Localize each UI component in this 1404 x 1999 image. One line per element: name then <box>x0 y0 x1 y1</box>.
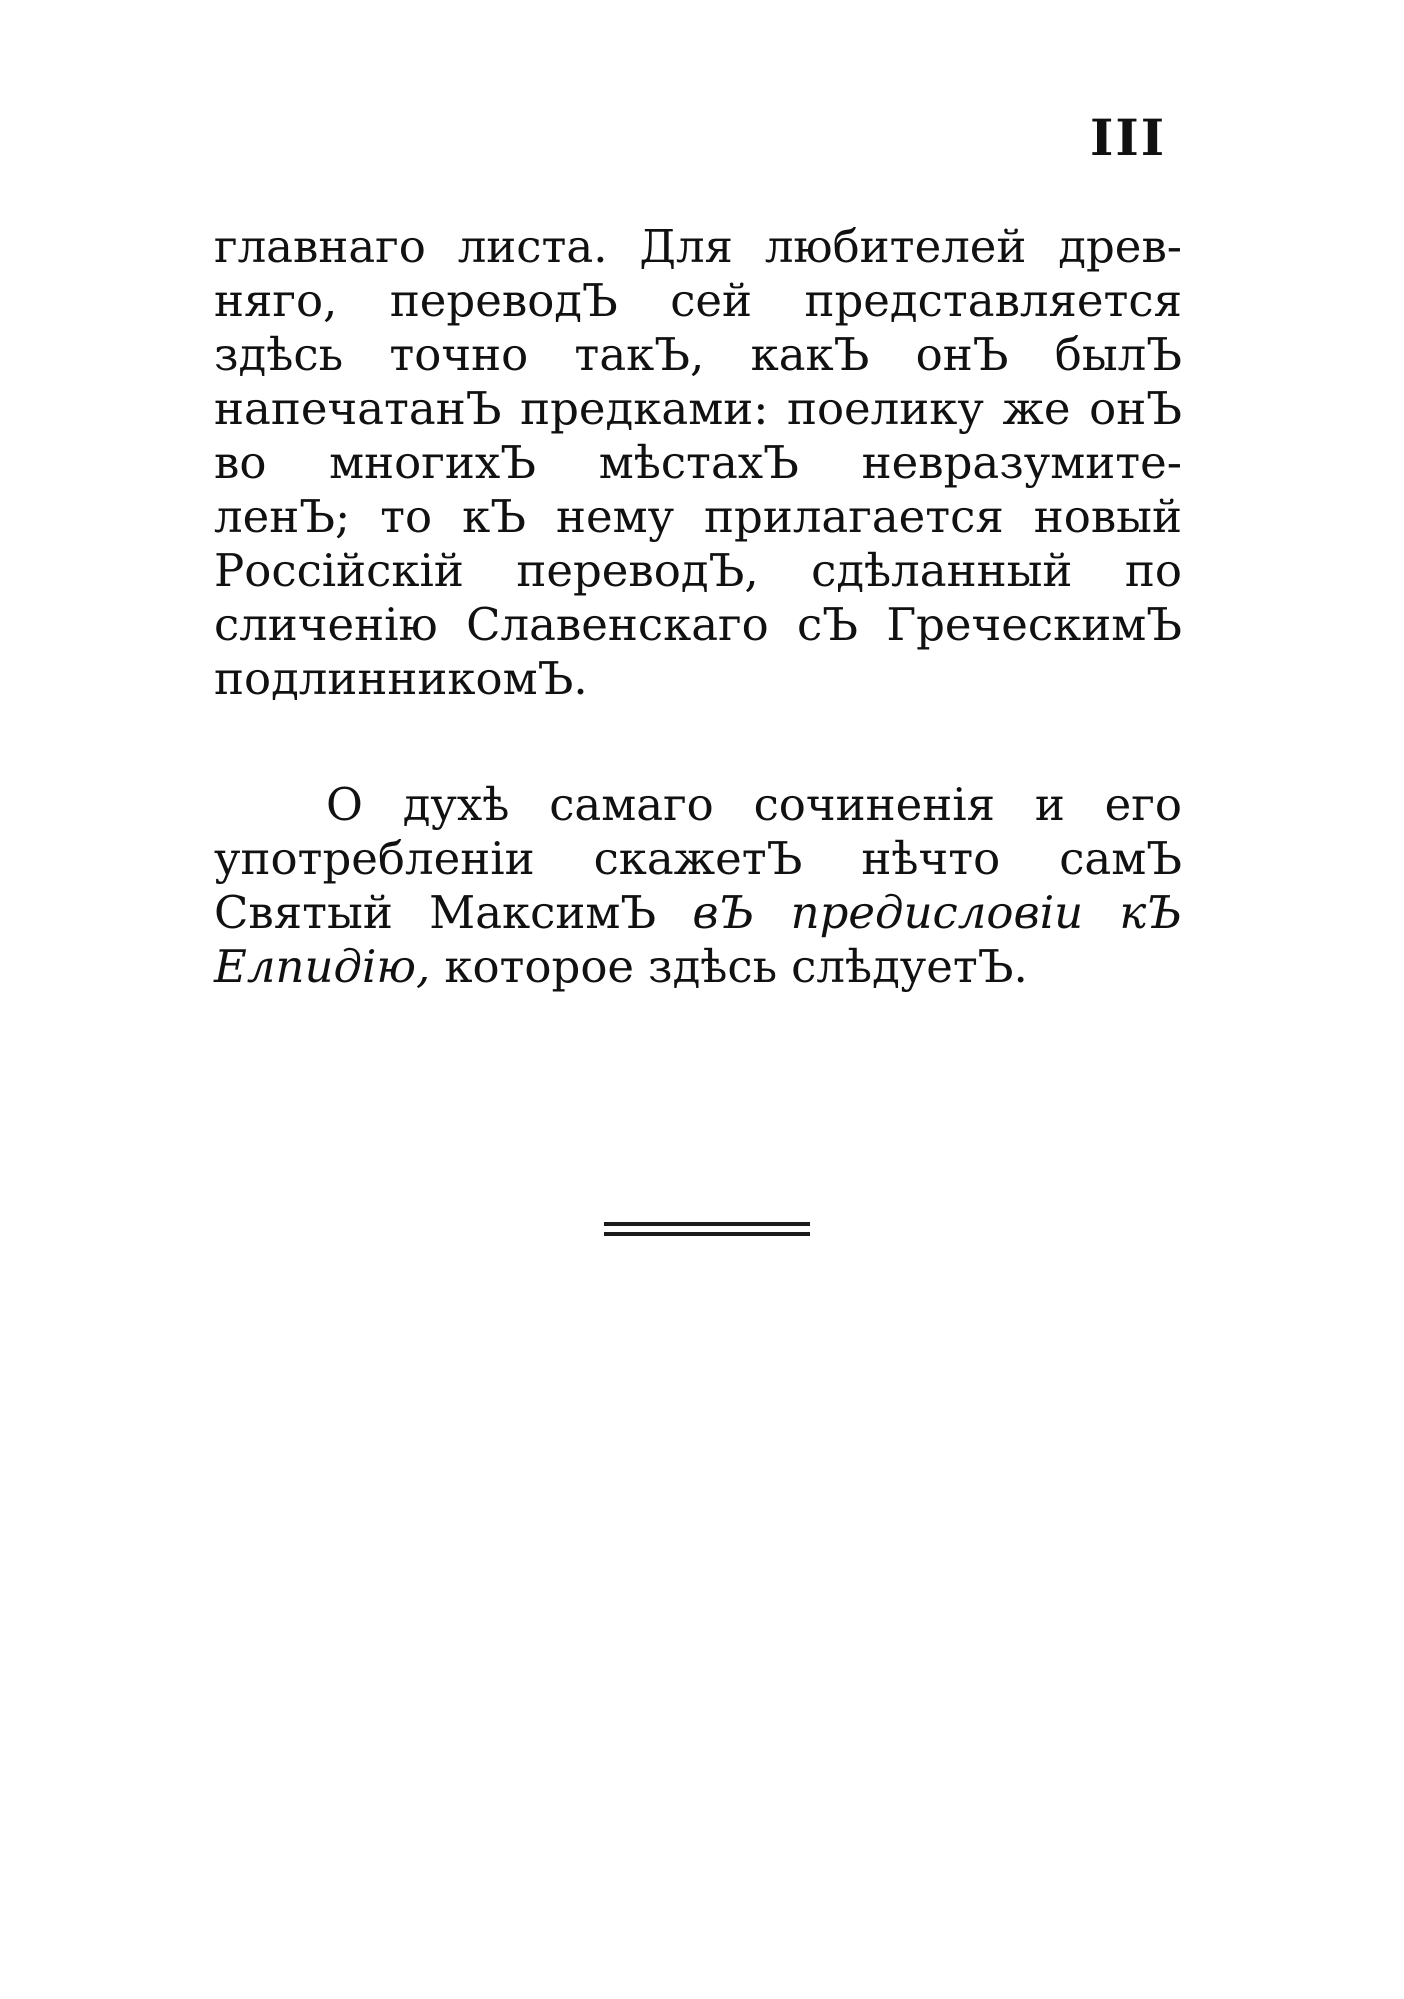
word: сочиненія <box>753 778 996 831</box>
word: любителей <box>764 220 1027 273</box>
text-line <box>214 598 1182 652</box>
word: переводЪ, <box>516 544 759 597</box>
italic-word: кЪ <box>1119 886 1182 939</box>
word: Россійскій <box>214 544 464 597</box>
word: представляется <box>804 274 1182 327</box>
word: древ- <box>1058 220 1182 273</box>
word: новый <box>1033 490 1182 543</box>
italic-word: вЪ <box>692 886 755 939</box>
word: духѣ <box>402 778 510 831</box>
double-rule-top <box>604 1222 810 1226</box>
text-line <box>214 436 1182 490</box>
word: Славенскаго <box>466 598 769 651</box>
word: Святый <box>214 886 393 939</box>
word: которое <box>444 940 635 993</box>
word: онЪ <box>1089 382 1182 435</box>
word: сдѣланный <box>811 544 1073 597</box>
text-line <box>214 778 1182 832</box>
word: ГреческимЪ <box>886 598 1182 651</box>
word: прилагается <box>704 490 1004 543</box>
word: точно <box>389 328 529 381</box>
word: Для <box>639 220 733 273</box>
word: невразумите- <box>861 436 1182 489</box>
word: во <box>214 436 267 489</box>
word: переводЪ <box>389 274 618 327</box>
text-line <box>214 886 1182 940</box>
word: онЪ <box>915 328 1009 381</box>
word: самаго <box>549 778 714 831</box>
word: ленЪ; <box>214 490 351 543</box>
word: напечатанЪ <box>214 382 502 435</box>
word: же <box>1002 382 1071 435</box>
word: многихЪ <box>329 436 536 489</box>
word: самЪ <box>1059 832 1182 885</box>
word: здѣсь <box>214 328 344 381</box>
word: кЪ <box>462 490 526 543</box>
text-line <box>214 382 1182 436</box>
word: здѣсь <box>648 940 778 993</box>
text-line <box>214 220 1182 274</box>
word: сей <box>670 274 753 327</box>
word: няго, <box>214 274 338 327</box>
paragraph-2 <box>214 778 1182 994</box>
word: подлинникомЪ. <box>214 652 588 705</box>
text-line <box>214 274 1182 328</box>
word: употребленіи <box>214 832 535 885</box>
word: по <box>1124 544 1182 597</box>
word: нѣчто <box>861 832 1001 885</box>
text-line <box>214 544 1182 598</box>
paragraph-1 <box>214 220 1182 706</box>
page-number: III <box>1090 108 1167 167</box>
word: МаксимЪ <box>429 886 657 939</box>
word: О <box>326 778 363 831</box>
word: былЪ <box>1054 328 1182 381</box>
word: и <box>1034 778 1065 831</box>
italic-word: предисловіи <box>790 886 1084 939</box>
word: главнаго <box>214 220 426 273</box>
word: нему <box>555 490 675 543</box>
text-line <box>214 490 1182 544</box>
text-line <box>214 940 1182 994</box>
word: такЪ, <box>574 328 705 381</box>
text-line <box>214 652 1182 706</box>
word: какЪ <box>750 328 870 381</box>
text-line <box>214 832 1182 886</box>
word: поелику <box>786 382 984 435</box>
word: предками: <box>520 382 769 435</box>
double-rule-bottom <box>604 1232 810 1236</box>
word: листа. <box>457 220 608 273</box>
word: сЪ <box>797 598 858 651</box>
word: его <box>1104 778 1182 831</box>
word: сличенію <box>214 598 438 651</box>
word: мѣстахЪ <box>598 436 799 489</box>
word: то <box>380 490 433 543</box>
word: скажетЪ <box>593 832 803 885</box>
italic-word: Елпидію, <box>214 940 431 993</box>
word: слѣдуетЪ. <box>791 940 1028 993</box>
text-line <box>214 328 1182 382</box>
